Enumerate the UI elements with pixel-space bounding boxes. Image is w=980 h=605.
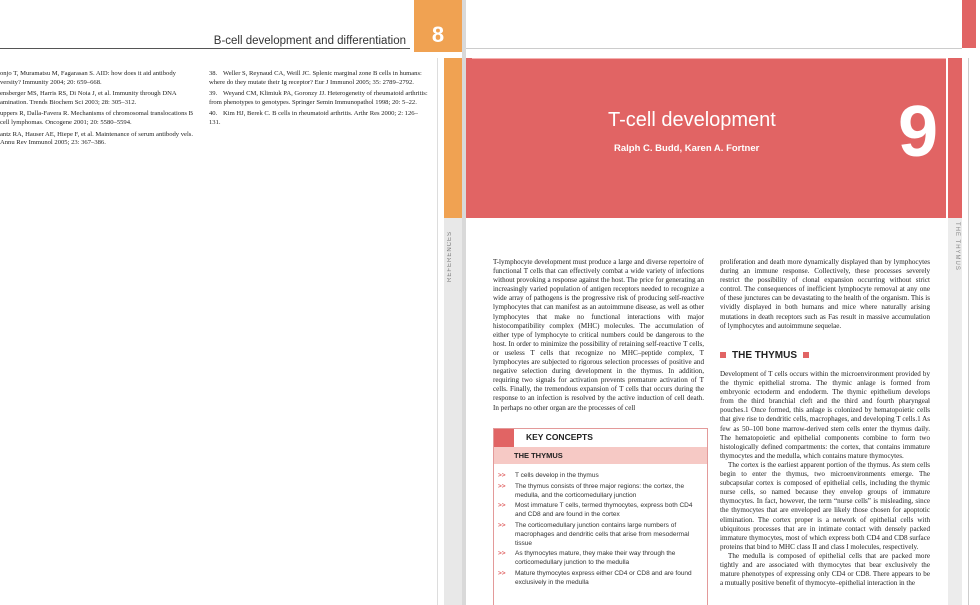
key-concept-item: [498, 472, 699, 481]
reference-entry: [0, 131, 198, 148]
right-page: [466, 0, 962, 605]
next-page-edge: [962, 0, 980, 605]
section-heading-the-thymus: [720, 350, 815, 361]
gutter-line: [437, 58, 438, 605]
left-accent-bar: [466, 58, 472, 218]
square-bullet-icon: [720, 352, 726, 358]
double-chevron-icon: >>: [498, 482, 506, 490]
key-concepts-box: [493, 428, 708, 605]
key-concept-item: [498, 483, 699, 501]
double-chevron-icon: >>: [498, 502, 506, 510]
reference-text: Weller S, Reynaud CA, Weill JC. Splenic marginal zone B cells in humans: where do they mutate their Ig receptor? Eur J Immunol 2005; 35: 2789–2792.: [209, 70, 422, 86]
key-concept-text: The corticomedullary junction contains large numbers of macrophages and dendritic cells that arise from mesodermal tissue: [515, 521, 690, 547]
intro-paragraph-1: T-lymphocyte development must produce a large and diverse repertoire of functional T cells that can effectively combat a wide variety of infections without provoking a response against the host. The price for generating an increasingly varied population of antigen receptors needed to recognize a wide array of pathogens is the progressive risk of producing self-reactive lymphocytes that can manifest as an autoimmune disease, as well as other lymphocytes that make no functional interactions with major histocompatibility complex (MHC) molecules. The accumulation of either type of lymphocyte to critical numbers could be dangerous to the host. In order to minimize the possibility of retaining self-reactive T cells, or useless T cells that recognize no MHC–peptide complex, T lymphocytes are subjected to rigorous selection processes of positive and negative selection during development in the thymus. In addition, requiring two signals for activation prevents premature activation of T cells. Finally, the tremendous expansion of T cells that occurs during the response to an infection is resolved by the active induction of cell death. In perhaps no other organ are the processes of cell: [493, 258, 704, 412]
chapter-authors: Ralph C. Budd, Karen A. Fortner: [614, 143, 760, 154]
key-concepts-title: KEY CONCEPTS: [526, 432, 593, 442]
running-header-text: B-cell development and differentiation: [213, 35, 406, 47]
chapter-tab: [414, 0, 462, 52]
double-chevron-icon: >>: [498, 569, 506, 577]
right-gray-bar: [948, 218, 962, 605]
next-page-accent: [962, 0, 976, 48]
key-concept-text: Most immature T cells, termed thymocytes, express both CD4 and CD8 and are found in the cortex: [515, 502, 693, 519]
key-concepts-list: [498, 472, 699, 590]
thymus-text-column: [720, 370, 930, 588]
intro-column-1: [493, 258, 704, 413]
reference-text: ensberger MS, Harris RS, Di Noia J, et al. Immunity through DNA amination. Trends Biochem Sci 2003; 28: 305–312.: [0, 90, 177, 106]
key-concepts-header: [494, 429, 707, 447]
chapter-number-8: 8: [431, 22, 445, 47]
banner-rule: [466, 58, 946, 59]
reference-entry: [0, 110, 198, 127]
left-page: [0, 0, 462, 605]
references-column-1: [0, 70, 198, 151]
reference-text: Kim HJ, Berek C. B cells in rheumatoid arthritis. Arthr Res 2000; 2: 126–131.: [209, 110, 418, 126]
reference-entry: [0, 90, 198, 107]
reference-entry: [209, 70, 429, 87]
key-concept-item: [498, 550, 699, 568]
right-accent-bar: [948, 58, 962, 218]
reference-text: uppers R, Dalla-Favera R. Mechanisms of chromosomal translocations B cell lymphomas. Oncogene 2001; 20: 5580–5594.: [0, 110, 194, 126]
reference-text: onjo T, Muramatsu M, Fagarasan S. AID: how does it aid antibody versity? Immunity 2004; 20: 659–668.: [0, 70, 176, 86]
thymus-paragraph: The cortex is the earliest apparent portion of the thymus. As stem cells begin to enter the thymus, two microenvironments emerge. The subcapsular cortex is composed of epithelial cells, including the thymic nurse cells, so named because they envelop groups of immature thymocytes. In fact, however, the term “nurse cells” is misleading, since the thymocytes that are enveloped are likely those chosen for apoptotic elimination. The cortex proper is a network of epithelial cells with ubiquitous processes that are in intimate contact with densely packed immature thymocytes, most of which express both CD4 and CD8 surface proteins that bind to MHC class II and class I molecules, respectively.: [720, 460, 930, 551]
double-chevron-icon: >>: [498, 521, 506, 529]
intro-paragraph-2: proliferation and death more dynamically displayed than by lymphocytes during an immune response. Collectively, these processes severely restrict the possibility of clonal expansion occurring without strict control. The consequences of inefficient lymphocyte removal at any one of these junctures can be devastating to the health of the organism. This is vividly displayed in both humans and mice where naturally arising mutations in death receptors such as Fas result in massive accumulation of lymphocytes and autoimmune sequelae.: [720, 258, 930, 330]
double-chevron-icon: >>: [498, 472, 506, 479]
key-concepts-subtitle: THE THYMUS: [514, 451, 563, 460]
references-column-2: [209, 70, 429, 131]
reference-number: 39.: [209, 90, 218, 98]
key-concept-item: [498, 502, 699, 520]
chapter-title-banner: [466, 58, 946, 218]
reference-text: antz RA, Hauser AE, Hiepe F, et al. Maintenance of serum antibody vels. Annu Rev Immunol 2005; 23: 367–386.: [0, 130, 194, 147]
reference-entry: [0, 70, 198, 87]
reference-number: 38.: [209, 70, 218, 77]
key-concepts-marker: [494, 429, 514, 447]
reference-entry: [209, 90, 429, 107]
square-bullet-icon: [803, 352, 809, 358]
side-accent-bar: [444, 58, 462, 218]
key-concept-item: [498, 570, 699, 588]
side-label-references: REFERENCES: [447, 230, 453, 282]
side-label-the-thymus: THE THYMUS: [954, 222, 960, 271]
header-rule: [0, 48, 410, 49]
key-concept-text: The thymus consists of three major regions: the cortex, the medulla, and the corticomedullary junction: [515, 482, 685, 499]
reference-number: 40.: [209, 110, 218, 118]
intro-column-2: [720, 258, 930, 331]
double-chevron-icon: >>: [498, 550, 506, 558]
next-page-rule: [968, 58, 969, 605]
thymus-paragraph: The medulla is composed of epithelial cells that are packed more tightly and are associated with thymocytes that bear exclusively the mature phenotypes of expressing only CD4 or CD8. There appears to be a mutually positive benefit of thymocyte–epithelial interaction in the: [720, 551, 930, 588]
running-header: [0, 0, 462, 50]
key-concept-text: As thymocytes mature, they make their way through the corticomedullary junction to the medulla: [515, 550, 676, 567]
reference-text: Weyand CM, Klimiuk PA, Goronzy JJ. Heterogeneity of rheumatoid arthritis: from phenotypes to genotypes. Springer Semin Immunopathol 1998; 20: 5–22.: [209, 90, 428, 106]
key-concepts-subheader: [494, 447, 707, 464]
section-heading-text: THE THYMUS: [732, 350, 797, 361]
key-concept-text: T cells develop in the thymus: [515, 472, 599, 479]
top-rule: [466, 48, 962, 49]
chapter-number-9: 9: [897, 92, 938, 172]
key-concept-text: Mature thymocytes express either CD4 or CD8 and are found exclusively in the medulla: [515, 569, 692, 586]
thymus-paragraph: Development of T cells occurs within the microenvironment provided by the thymic epithelial stroma. The thymic anlage is formed from embryonic ectoderm and endoderm. The thymic epithelium develops from the third branchial cleft and the third and fourth pharyngeal pouches.1 Once formed, this anlage is colonized by hematopoietic cells that give rise to dendritic cells, macrophages, and developing T cells.1 As few as 50–100 bone marrow-derived stem cells enter the thymus daily. The hematopoietic and epithelial components combine to form two histologically defined compartments: the cortex, that contains immature thymocytes and the medulla, which contains mature thymocytes.: [720, 370, 930, 460]
key-concept-item: [498, 522, 699, 548]
reference-entry: [209, 110, 429, 127]
chapter-title: T-cell development: [608, 109, 776, 131]
